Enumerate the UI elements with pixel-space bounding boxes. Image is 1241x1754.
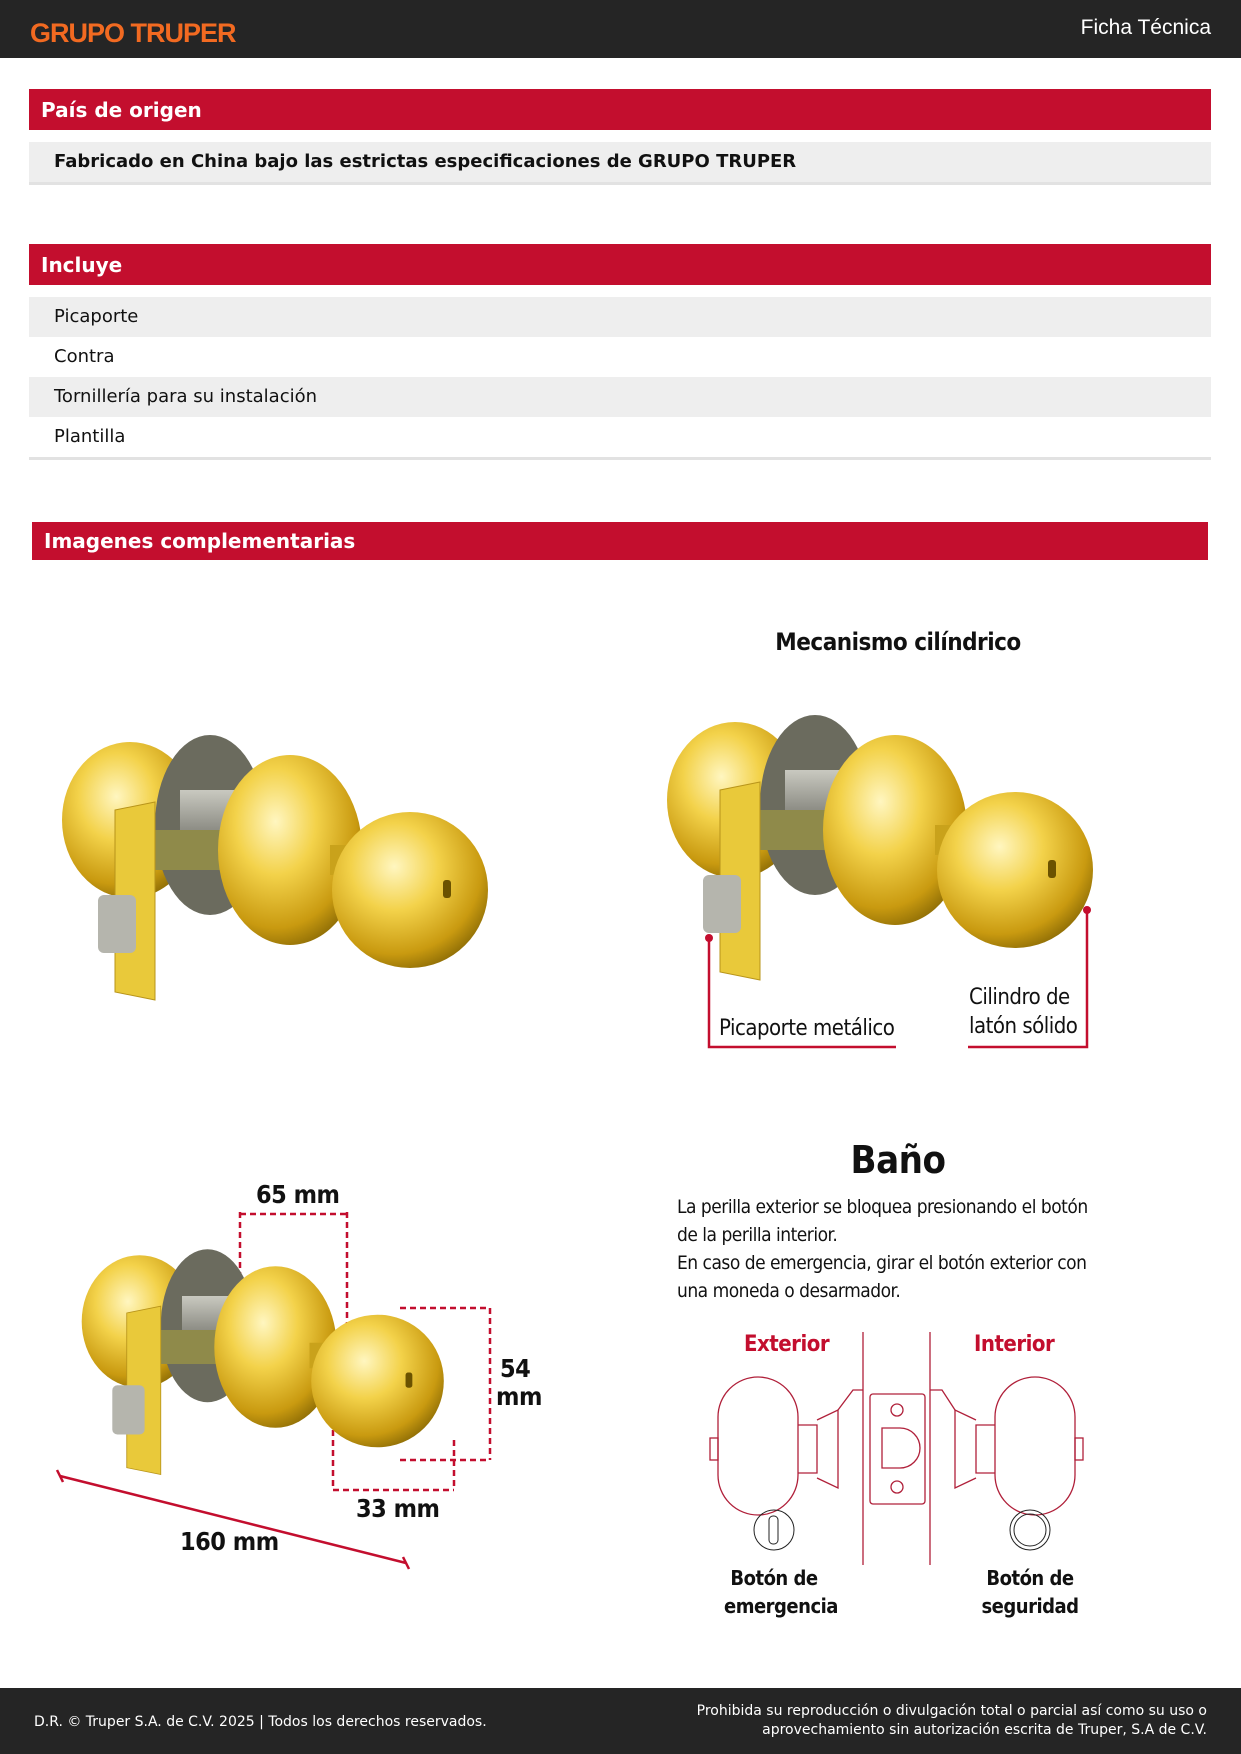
- emergency-button-label: [724, 1564, 838, 1620]
- section-includes-title: Incluye: [29, 244, 1211, 285]
- list-item: Contra: [54, 346, 115, 367]
- list-item: Plantilla: [54, 426, 126, 447]
- footer-copyright: D.R. © Truper S.A. de C.V. 2025 | Todos los derechos reservados.: [34, 1714, 487, 1730]
- label-line: Botón de: [730, 1566, 818, 1590]
- label-interior: Interior: [974, 1332, 1055, 1357]
- label-exterior: Exterior: [744, 1332, 830, 1357]
- footer-legal: [697, 1702, 1207, 1740]
- desc-line: una moneda o desarmador.: [677, 1280, 901, 1302]
- dim-length: 160 mm: [180, 1527, 279, 1556]
- dim-depth: 33 mm: [356, 1494, 440, 1523]
- lock-dimensions-image: [80, 1245, 488, 1500]
- label-line: seguridad: [981, 1594, 1079, 1618]
- dim-height-1: 54: [500, 1354, 531, 1383]
- security-button-label: [980, 1564, 1080, 1620]
- dim-width: 65 mm: [256, 1180, 340, 1209]
- section-origin-title: País de origen: [29, 89, 1211, 130]
- list-item: Tornillería para su instalación: [29, 377, 1211, 417]
- label-line: Botón de: [986, 1566, 1074, 1590]
- doc-type: Ficha Técnica: [1080, 16, 1211, 39]
- brand-logo: GRUPO TRUPER: [30, 18, 236, 48]
- desc-line: de la perilla interior.: [677, 1224, 838, 1246]
- origin-text: Fabricado en China bajo las estrictas especificaciones de GRUPO TRUPER: [29, 142, 1211, 182]
- list-item: Picaporte: [29, 297, 1211, 337]
- desc-line: La perilla exterior se bloquea presionando el botón: [677, 1196, 1088, 1218]
- dim-height-2: mm: [496, 1382, 542, 1411]
- desc-line: En caso de emergencia, girar el botón exterior con: [677, 1252, 1087, 1274]
- mechanism-title: Mecanismo cilíndrico: [775, 628, 1021, 656]
- callout-cylinder-2: latón sólido: [969, 1014, 1078, 1039]
- callout-cylinder-1: Cilindro de: [969, 985, 1070, 1010]
- footer: [0, 1688, 1241, 1754]
- bath-description: [677, 1193, 1088, 1305]
- legal-line: Prohibida su reproducción o divulgación total o parcial así como su uso o: [696, 1703, 1207, 1719]
- label-line: emergencia: [724, 1594, 838, 1618]
- section-images-title: Imagenes complementarias: [32, 522, 1208, 560]
- legal-line: aprovechamiento sin autorización escrita de Truper, S.A de C.V.: [762, 1722, 1207, 1738]
- bath-title: Baño: [850, 1138, 946, 1182]
- callout-latch: Picaporte metálico: [719, 1016, 895, 1041]
